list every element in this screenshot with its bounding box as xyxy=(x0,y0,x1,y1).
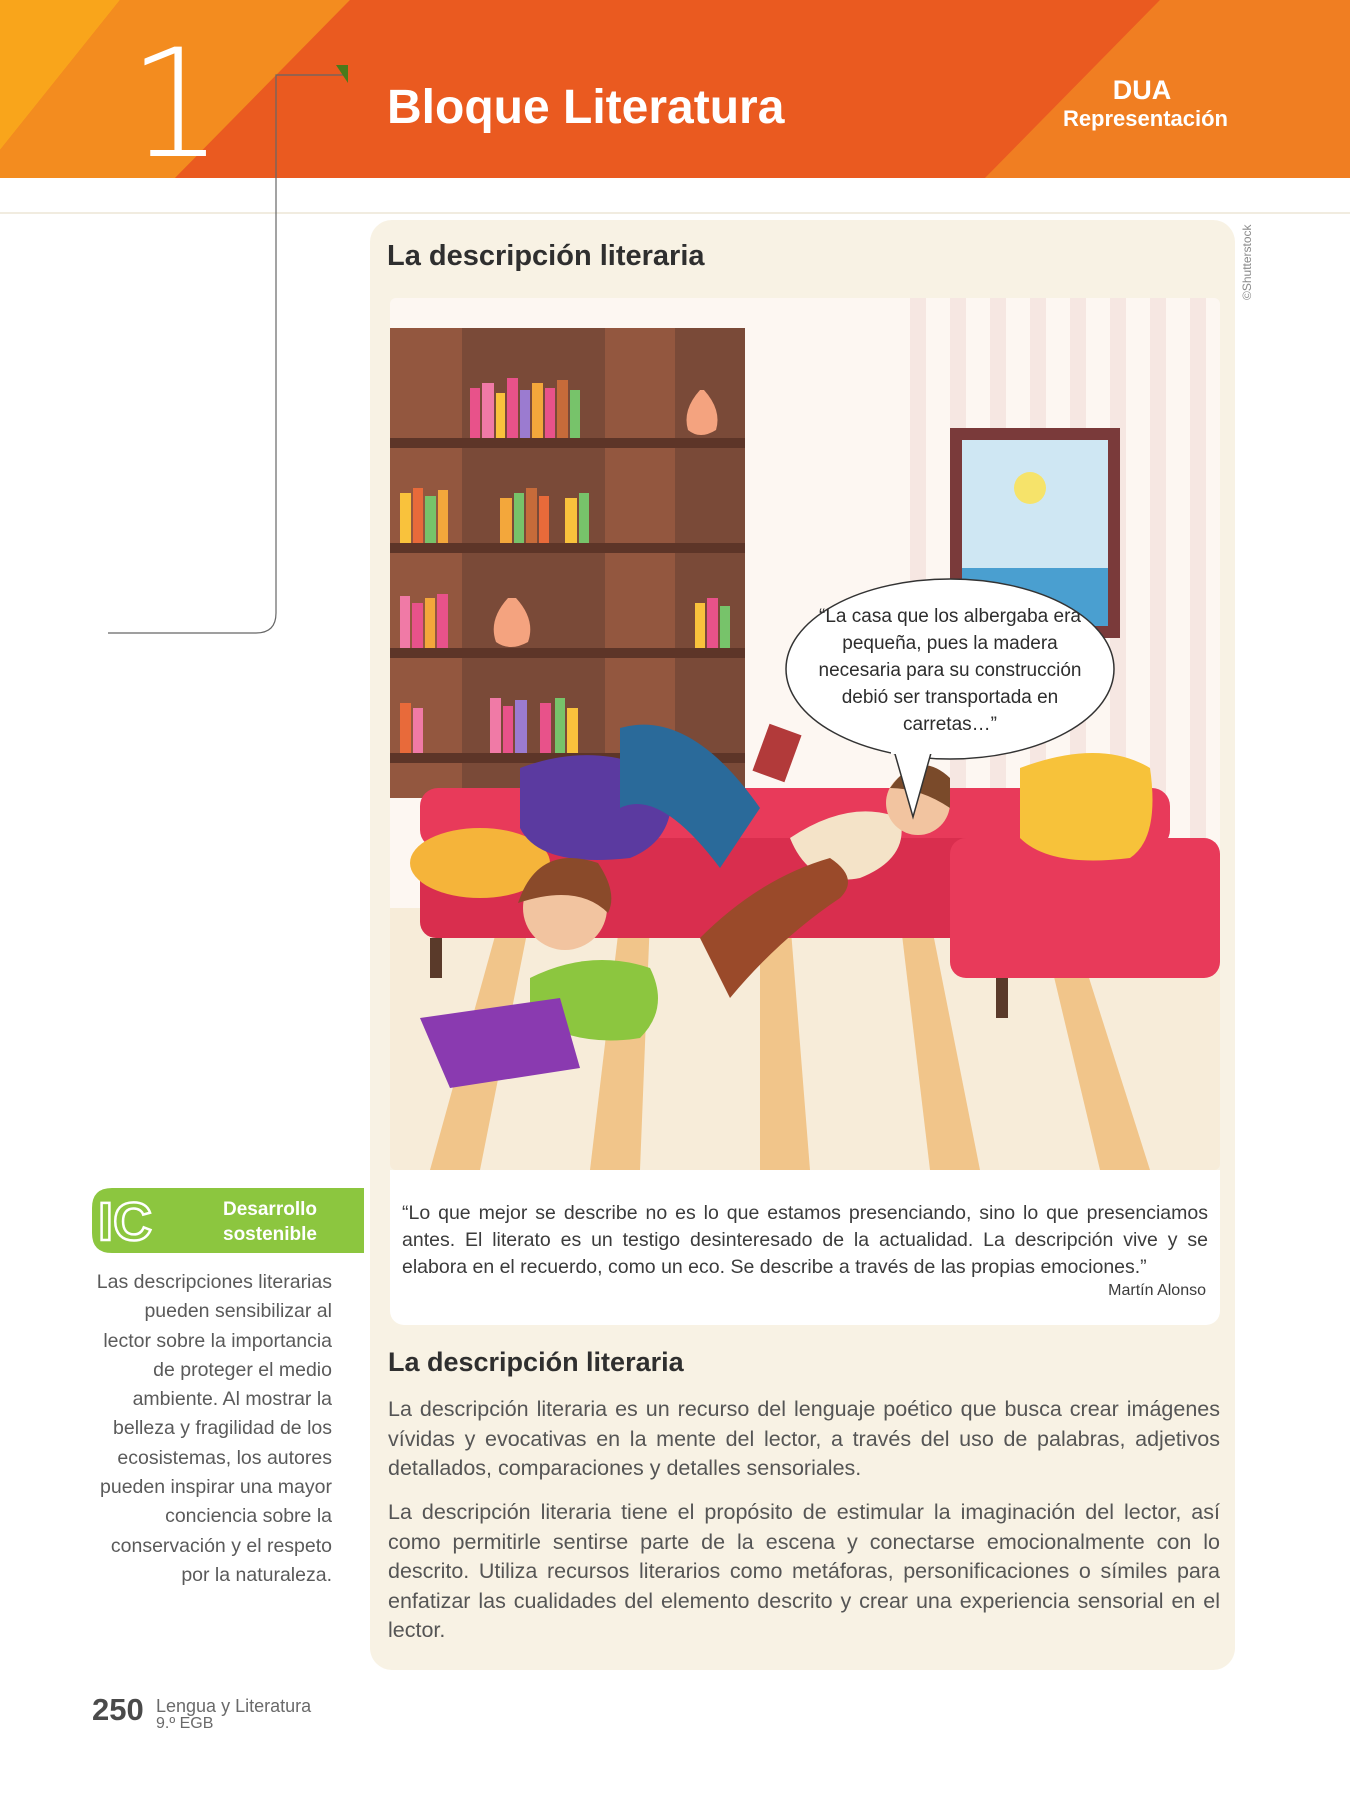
speech-bubble xyxy=(783,577,1117,773)
image-credit: ©Shutterstock xyxy=(1240,224,1254,300)
paragraph-purpose: La descripción literaria tiene el propósito de estimular la imaginación del lector, así como permitirle sentirse parte de la escena y conectarse emocionalmente con lo descrito. Utiliza recursos literarios como metáforas, personificaciones o símiles para enfatizar las cualidades del elemento descrito y crear una experiencia sensorial en el lector. xyxy=(388,1500,1220,1642)
dua-subtitle: Representación xyxy=(1062,106,1228,131)
sidebar-text: Las descripciones literarias pueden sensibilizar al lector sobre la importancia de proteger el medio ambiente. Al mostrar la belleza y fragilidad de los ecosistemas, los autores pueden inspirar una mayor conciencia sobre la conservación y el respeto por la naturaleza. xyxy=(96,1271,332,1586)
sidebar-tab-label: Desarrollo sostenible xyxy=(223,1199,317,1245)
speech-bubble-text: “La casa que los albergaba era pequeña, pues la madera necesaria para su construcción debió ser transportada en carretas…” xyxy=(818,606,1082,735)
block-title: Bloque Literatura xyxy=(387,81,785,134)
dua-title: DUA xyxy=(1112,75,1172,105)
page-number: 250 xyxy=(92,1692,144,1727)
panel-title: La descripción literaria xyxy=(387,240,705,272)
quote-author: Martín Alonso xyxy=(1108,1282,1206,1299)
section-heading: La descripción literaria xyxy=(388,1347,684,1377)
quote-text: “Lo que mejor se describe no es lo que estamos presenciando, sino lo que presenciamos antes. El literato es un testigo desinteresado de la actualidad. La descripción vive y se elabora en el recuerdo, como un eco. Se describe a través de las propias emociones.” xyxy=(402,1202,1208,1278)
unit-number: 1 xyxy=(128,18,224,178)
footer-grade: 9.º EGB xyxy=(156,1715,214,1732)
paragraph-definition: La descripción literaria es un recurso del lenguaje poético que busca crear imágenes vívidas y evocativas en la mente del lector, a través del uso de palabras, adjetivos detallados, comparaciones y detalles sensoriales. xyxy=(388,1397,1220,1480)
sidebar-tab xyxy=(92,1188,364,1253)
sidebar-frame xyxy=(18,65,348,643)
footer-subject: Lengua y Literatura xyxy=(156,1696,312,1716)
ic-icon: IC xyxy=(98,1192,152,1252)
quote-box xyxy=(390,1170,1220,1325)
